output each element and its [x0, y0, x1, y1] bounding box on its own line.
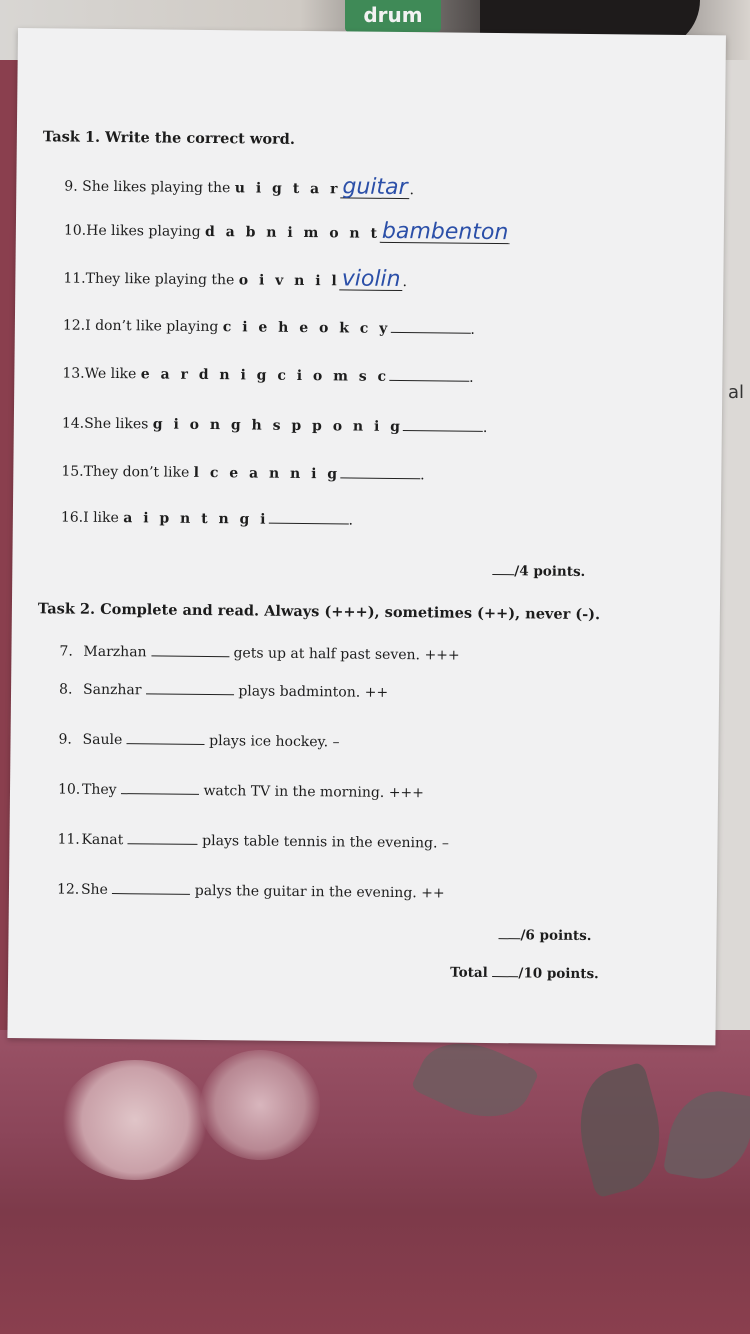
item-subject: She: [80, 881, 108, 898]
item-number: 7.: [59, 643, 73, 660]
item-number: 11.: [57, 831, 80, 848]
task1-item: [64, 174, 414, 199]
item-text: palys the guitar in the evening. ++: [194, 882, 445, 902]
answer-blank[interactable]: [128, 831, 198, 845]
task2-item: [59, 642, 459, 663]
jumbled-word: d a b n i m o n t: [204, 223, 381, 242]
item-subject: They: [81, 781, 117, 799]
task2-points: [498, 927, 591, 944]
item-number: 10.: [63, 222, 87, 239]
rose-decoration: [200, 1050, 320, 1160]
answer-blank[interactable]: [390, 320, 470, 334]
item-number: 12.: [56, 881, 80, 898]
task1-item: [61, 462, 424, 483]
item-number: 14.: [61, 415, 85, 432]
task1-item: [63, 266, 407, 291]
item-end: .: [420, 467, 425, 484]
item-number: 8.: [58, 681, 73, 698]
item-end: .: [348, 512, 354, 529]
task2-item: [58, 730, 339, 750]
points-label: /4 points.: [514, 563, 586, 580]
answer-blank[interactable]: [151, 643, 229, 657]
jumbled-word: c i e h e o k c y: [222, 319, 391, 337]
task2-item: [57, 880, 445, 901]
item-text: gets up at half past seven. +++: [233, 645, 460, 664]
item-end: .: [409, 182, 415, 199]
item-subject: Marzhan: [83, 643, 147, 661]
points-label: /6 points.: [520, 927, 592, 945]
item-text: watch TV in the morning. +++: [203, 782, 425, 802]
item-number: 11.: [63, 270, 86, 287]
jumbled-word: o i v n i l: [238, 272, 340, 290]
answer-field[interactable]: bambenton: [381, 218, 509, 246]
task1-item: [63, 316, 475, 337]
task2-item: [57, 830, 449, 851]
item-number: 10.: [57, 781, 81, 798]
answer-blank[interactable]: [268, 511, 348, 525]
answer-blank[interactable]: [389, 368, 469, 382]
answer-blank[interactable]: [127, 731, 205, 745]
item-text: plays ice hockey. –: [209, 733, 340, 751]
answer-field[interactable]: violin: [341, 266, 401, 293]
answer-field[interactable]: guitar: [342, 174, 408, 201]
item-text: I don’t like playing: [85, 317, 223, 336]
item-subject: Saule: [82, 731, 123, 749]
total-points-label: /10 points.: [518, 965, 599, 983]
answer-blank[interactable]: [121, 781, 199, 795]
item-text: They like playing the: [85, 270, 239, 289]
item-end: .: [402, 274, 408, 291]
item-text: plays table tennis in the evening. –: [202, 832, 449, 852]
item-text: He likes playing: [86, 222, 206, 240]
task2-item: [59, 680, 388, 700]
item-number: 16.: [60, 509, 84, 526]
task2-item: [58, 780, 424, 801]
answer-blank[interactable]: [146, 681, 234, 695]
jumbled-word: u i g t a r: [234, 180, 341, 198]
item-subject: Kanat: [81, 831, 124, 849]
rose-decoration: [60, 1060, 210, 1180]
total-label: Total: [450, 964, 488, 981]
item-number: 12.: [62, 317, 86, 334]
total-blank[interactable]: [492, 965, 518, 977]
answer-blank[interactable]: [340, 465, 420, 479]
task1-item: [61, 508, 353, 528]
item-number: 9.: [64, 178, 78, 195]
item-number: 13.: [62, 365, 85, 382]
score-blank[interactable]: [492, 563, 514, 575]
jumbled-word: l c e a n n i g: [193, 464, 341, 483]
jumbled-word: g i o n g h s p p o n i g: [152, 416, 404, 436]
task1-points: [492, 563, 585, 580]
item-text: plays badminton. ++: [238, 683, 389, 701]
task1-heading: Task 1. Write the correct word.: [42, 128, 296, 148]
item-text: I like: [83, 509, 124, 527]
task2-heading: Task 2. Complete and read. Always (+++), sometimes (++), never (-).: [37, 600, 601, 624]
item-end: .: [469, 369, 474, 386]
item-number: 9.: [58, 731, 72, 748]
task1-item: [62, 364, 473, 385]
answer-blank[interactable]: [403, 418, 483, 432]
jumbled-word: a i p n t n g i: [123, 510, 269, 528]
item-text: She likes playing the: [77, 178, 235, 197]
total-points: [450, 965, 599, 983]
item-number: 15.: [61, 463, 84, 480]
task1-item: [62, 414, 488, 435]
jumbled-word: e a r d n i g c i o m s c: [140, 366, 390, 385]
item-text: We like: [84, 365, 141, 383]
task1-item: [64, 218, 511, 244]
item-text: They don’t like: [83, 463, 194, 481]
worksheet-paper: [7, 28, 726, 1045]
edge-text: al: [728, 382, 745, 403]
answer-blank[interactable]: [112, 881, 190, 895]
item-text: She likes: [84, 415, 153, 433]
item-end: .: [470, 321, 475, 338]
item-end: .: [482, 419, 488, 436]
item-subject: Sanzhar: [82, 681, 142, 699]
drum-tag: drum: [345, 0, 441, 32]
score-blank[interactable]: [498, 927, 520, 939]
